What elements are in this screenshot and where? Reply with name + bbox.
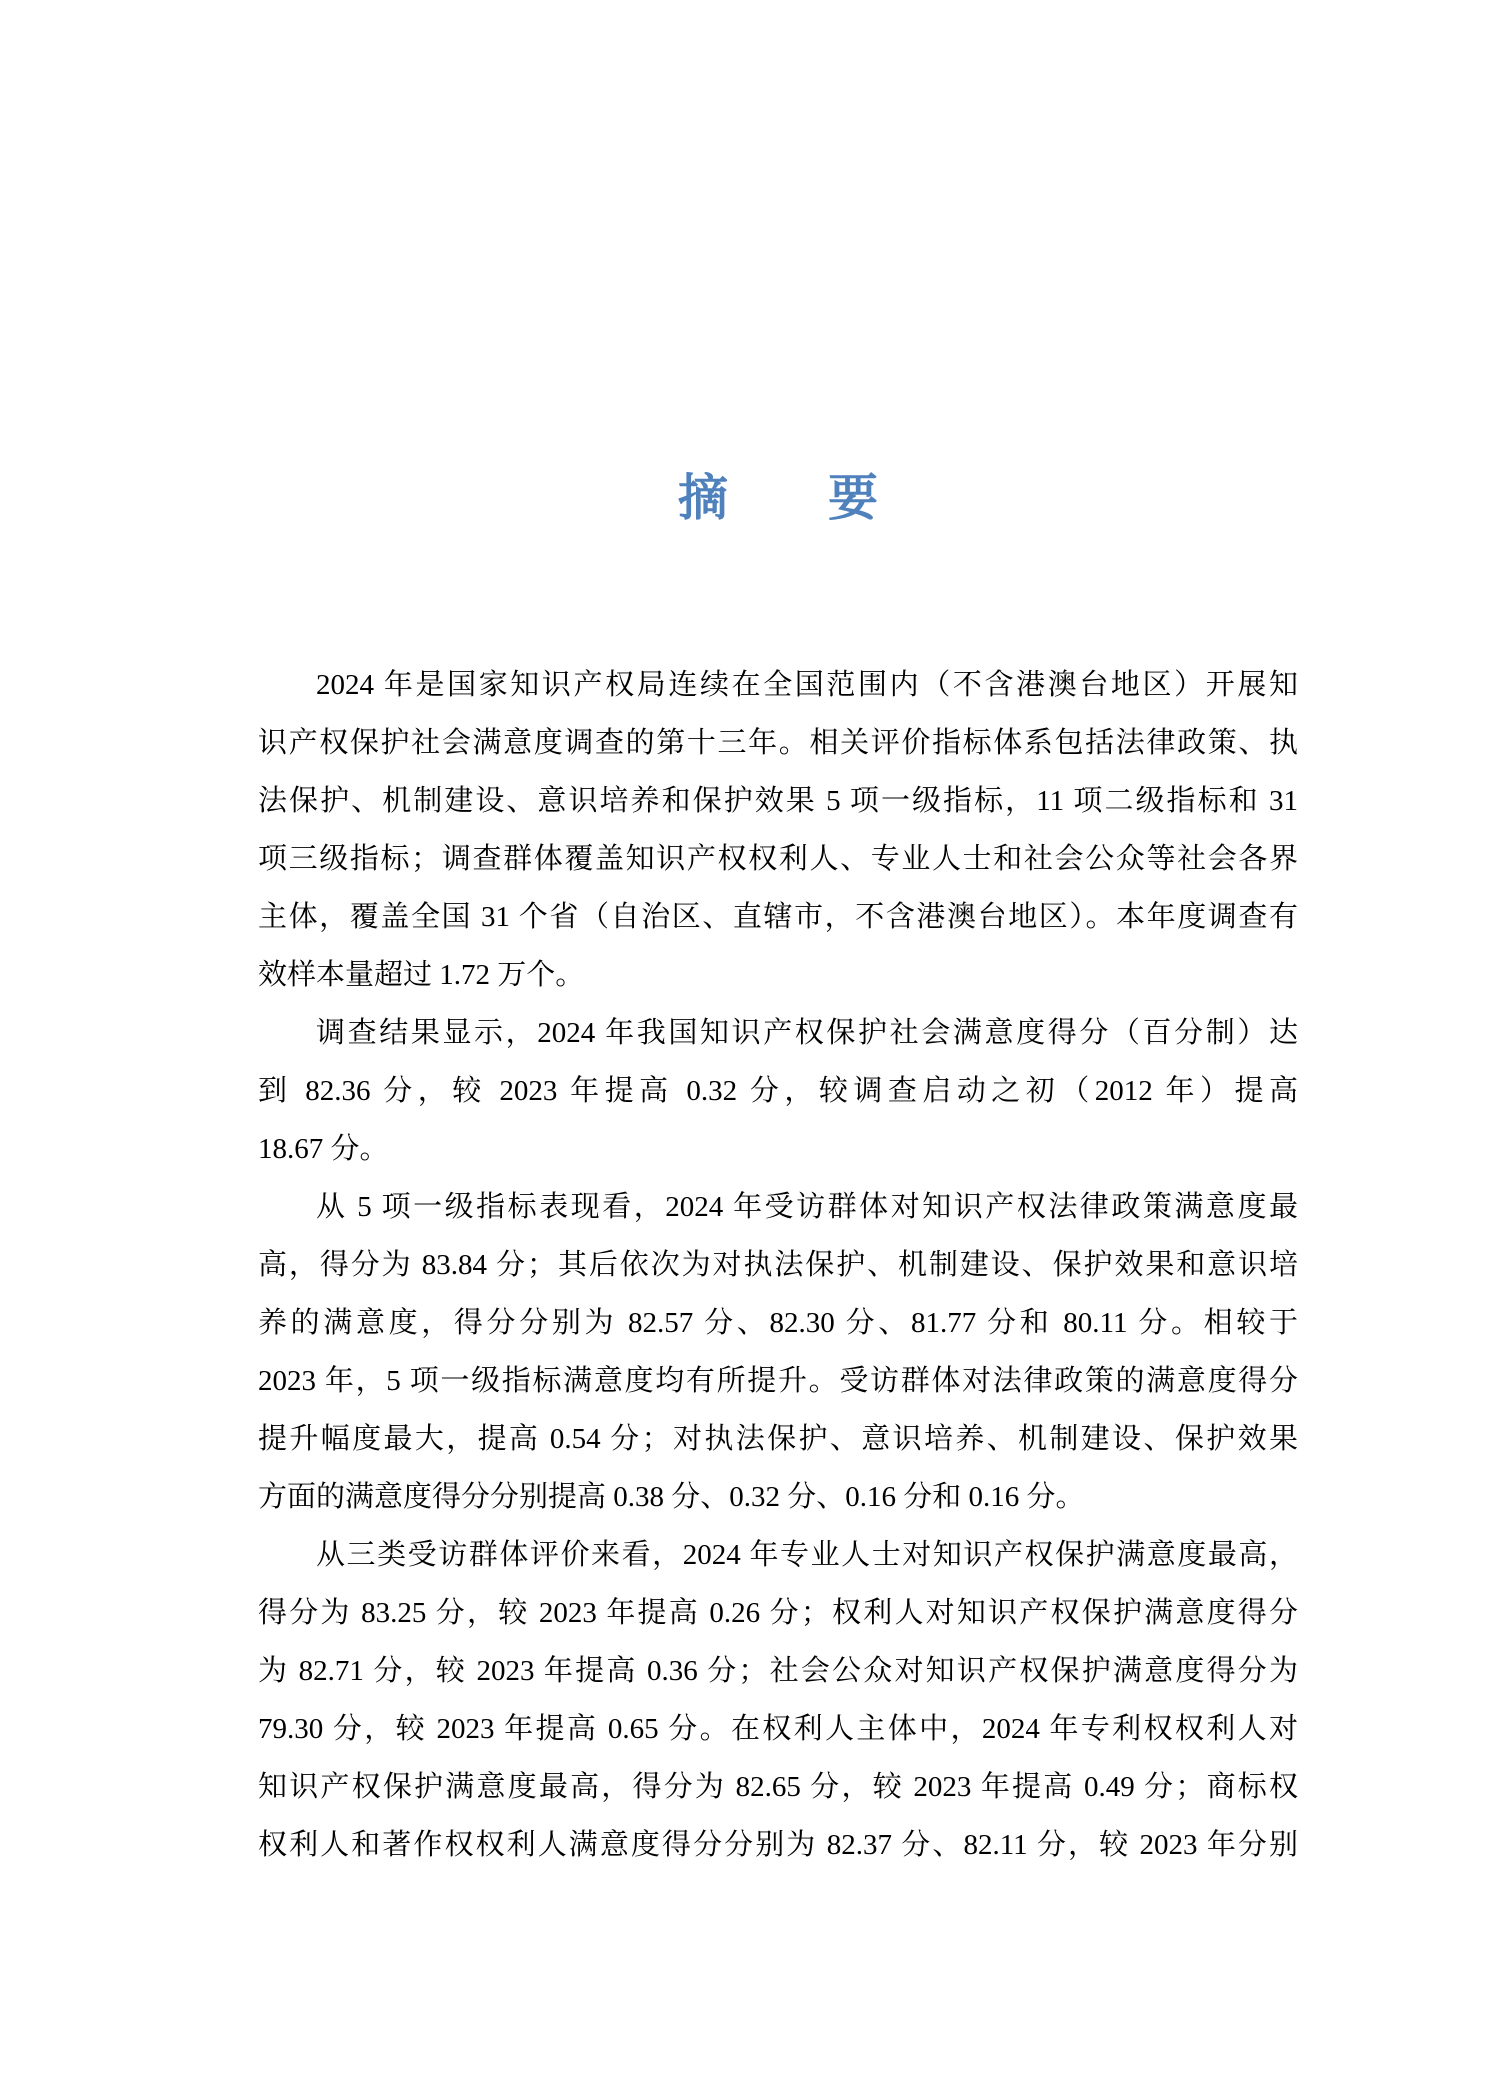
paragraph-line: 识产权保护社会满意度调查的第十三年。相关评价指标体系包括法律政策、执 [258,727,1298,759]
paragraph-line: 方面的满意度得分分别提高 0.38 分、0.32 分、0.16 分和 0.16 分。 [258,1481,1085,1513]
paragraph-line: 权利人和著作权权利人满意度得分分别为 82.37 分、82.11 分，较 2023 年分别 [258,1829,1298,1861]
paragraph-line: 2024 年是国家知识产权局连续在全国范围内（不含港澳台地区）开展知 [316,669,1298,701]
paragraph-line: 79.30 分，较 2023 年提高 0.65 分。在权利人主体中，2024 年专利权权利人对 [258,1713,1298,1745]
paragraph-line: 从三类受访群体评价来看，2024 年专业人士对知识产权保护满意度最高， [316,1539,1298,1571]
paragraph-line: 法保护、机制建设、意识培养和保护效果 5 项一级指标，11 项二级指标和 31 [258,785,1298,817]
page-title: 摘 要 [678,470,878,526]
abstract-body [258,656,1298,1874]
paragraph-line: 得分为 83.25 分，较 2023 年提高 0.26 分；权利人对知识产权保护满意度得分 [258,1597,1298,1629]
paragraph [258,1526,1298,1874]
paragraph-line: 高，得分为 83.84 分；其后依次为对执法保护、机制建设、保护效果和意识培 [258,1249,1298,1281]
paragraph-line: 18.67 分。 [258,1133,389,1165]
paragraph-line: 提升幅度最大，提高 0.54 分；对执法保护、意识培养、机制建设、保护效果 [258,1423,1298,1455]
paragraph [258,1004,1298,1178]
paragraph-line: 从 5 项一级指标表现看，2024 年受访群体对知识产权法律政策满意度最 [316,1191,1298,1223]
paragraph-line: 主体，覆盖全国 31 个省（自治区、直辖市，不含港澳台地区）。本年度调查有 [258,901,1298,933]
paragraph-line: 调查结果显示，2024 年我国知识产权保护社会满意度得分（百分制）达 [316,1017,1298,1049]
paragraph-line: 为 82.71 分，较 2023 年提高 0.36 分；社会公众对知识产权保护满意度得分为 [258,1655,1298,1687]
paragraph-line: 2023 年，5 项一级指标满意度均有所提升。受访群体对法律政策的满意度得分 [258,1365,1298,1397]
paragraph [258,1178,1298,1526]
paragraph-line: 养的满意度，得分分别为 82.57 分、82.30 分、81.77 分和 80.11 分。相较于 [258,1307,1298,1339]
paragraph [258,656,1298,1004]
paragraph-line: 到 82.36 分，较 2023 年提高 0.32 分，较调查启动之初（2012 年）提高 [258,1075,1298,1107]
paragraph-line: 知识产权保护满意度最高，得分为 82.65 分，较 2023 年提高 0.49 分；商标权 [258,1771,1298,1803]
paragraph-line: 项三级指标；调查群体覆盖知识产权权利人、专业人士和社会公众等社会各界 [258,843,1298,875]
paragraph-line: 效样本量超过 1.72 万个。 [258,959,585,991]
